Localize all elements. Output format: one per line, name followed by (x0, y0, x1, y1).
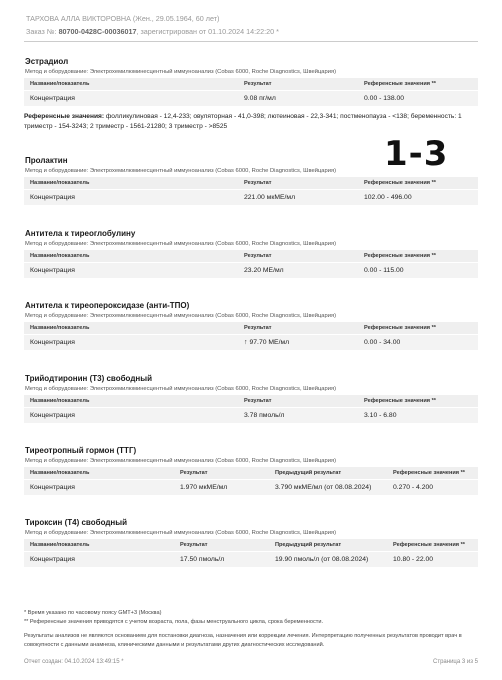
order-suffix: , зарегистрирован от 01.10.2024 14:22:20 * (136, 27, 279, 36)
row-result-cell (238, 335, 358, 351)
section-tsh (24, 446, 478, 495)
footer-bottom-line (24, 659, 478, 665)
row-reference: 0.270 - 4.200 (387, 480, 478, 496)
table-header-row (24, 539, 478, 552)
section-anti-tpo (24, 301, 478, 350)
order-line (26, 27, 279, 36)
row-result: 17.50 пмоль/л (174, 552, 269, 568)
result-table (24, 177, 478, 205)
col-reference-header: Референсные значения ** (387, 539, 478, 552)
section-anti-tg (24, 229, 478, 278)
row-result: 9.08 пг/мл (238, 91, 358, 107)
col-reference-header: Референсные значения ** (358, 177, 478, 190)
header-divider (24, 41, 478, 42)
row-result: 23.20 МЕ/мл (238, 263, 358, 279)
row-result: 1.970 мкМЕ/мл (174, 480, 269, 496)
col-reference-header: Референсные значения ** (358, 322, 478, 335)
col-reference-header: Референсные значения ** (358, 395, 478, 408)
row-reference: 0.00 - 138.00 (358, 91, 478, 107)
row-reference: 0.00 - 115.00 (358, 263, 478, 279)
section-method: Метод и оборудование: Электрохемилюминесцентный иммуноанализ (Cobas 6000, Roche Diagnostics, Швейцария) (25, 168, 337, 174)
handwritten-badge: 1-3 (384, 134, 449, 174)
footnote-time: * Время указано по часовому поясу GMT+3 (Москва) (24, 610, 162, 616)
section-title: Эстрадиол (25, 57, 69, 66)
row-name: Концентрация (24, 480, 174, 496)
section-title: Тироксин (Т4) свободный (25, 518, 128, 527)
order-number: 80700-0428С-00036017 (58, 27, 137, 36)
col-result-header: Результат (238, 395, 358, 408)
col-name-header: Название/показатель (24, 395, 238, 408)
table-header-row (24, 322, 478, 335)
col-result-header: Результат (238, 177, 358, 190)
table-row (24, 480, 478, 496)
section-title: Пролактин (25, 156, 68, 165)
col-name-header: Название/показатель (24, 250, 238, 263)
row-reference: 3.10 - 6.80 (358, 408, 478, 424)
col-previous-header: Предыдущий результат (269, 539, 387, 552)
col-name-header: Название/показатель (24, 467, 174, 480)
section-prolactin (24, 156, 478, 205)
section-t4-free (24, 518, 478, 567)
table-header-row (24, 177, 478, 190)
reference-note-text: фолликулиновая - 12,4-233; овуляторная - 41,0-398; лютеиновая - 22,3-341; постменопауза - <138; беременность: 1 триместр - 154-3243; 2 триместр - 1561-21280; 3 триместр - >8525 (24, 113, 462, 130)
col-previous-header: Предыдущий результат (269, 467, 387, 480)
col-reference-header: Референсные значения ** (387, 467, 478, 480)
result-table (24, 322, 478, 350)
col-result-header: Результат (174, 539, 269, 552)
col-result-header: Результат (174, 467, 269, 480)
footer-disclaimer: Результаты анализов не являются основанием для постановки диагноза, назначения или коррекции лечения. Интерпретацию полученных результатов проводит врач в совокупности с данными анамнеза, клиническими данными и результатами других диагностических исследований. (24, 633, 462, 648)
row-reference: 0.00 - 34.00 (358, 335, 478, 351)
table-row (24, 263, 478, 279)
row-result: 3.78 пмоль/л (238, 408, 358, 424)
table-row (24, 552, 478, 568)
footer-notes (24, 609, 478, 626)
section-estradiol (24, 57, 478, 106)
page-number: Страница 3 из 5 (433, 659, 478, 665)
col-name-header: Название/показатель (24, 177, 238, 190)
row-result: 97.70 МЕ/мл (249, 339, 290, 346)
section-method: Метод и оборудование: Электрохемилюминесцентный иммуноанализ (Cobas 6000, Roche Diagnostics, Швейцария) (25, 313, 337, 319)
table-header-row (24, 78, 478, 91)
section-method: Метод и оборудование: Электрохемилюминесцентный иммуноанализ (Cobas 6000, Roche Diagnostics, Швейцария) (25, 241, 337, 247)
section-method: Метод и оборудование: Электрохемилюминесцентный иммуноанализ (Cobas 6000, Roche Diagnostics, Швейцария) (25, 530, 337, 536)
col-result-header: Результат (238, 78, 358, 91)
col-name-header: Название/показатель (24, 539, 174, 552)
reference-note-label: Референсные значения: (24, 113, 105, 120)
order-prefix: Заказ №: (26, 27, 57, 36)
row-name: Концентрация (24, 263, 238, 279)
result-table (24, 467, 478, 495)
row-name: Концентрация (24, 552, 174, 568)
col-name-header: Название/показатель (24, 78, 238, 91)
row-name: Концентрация (24, 408, 238, 424)
row-previous: 3.790 мкМЕ/мл (от 08.08.2024) (269, 480, 387, 496)
row-name: Концентрация (24, 335, 238, 351)
col-result-header: Результат (238, 322, 358, 335)
section-method: Метод и оборудование: Электрохемилюминесцентный иммуноанализ (Cobas 6000, Roche Diagnostics, Швейцария) (25, 386, 337, 392)
table-row (24, 91, 478, 107)
row-result: 221.00 мкМЕ/мл (238, 190, 358, 206)
section-title: Антитела к тиреоглобулину (25, 229, 136, 238)
section-title: Трийодтиронин (Т3) свободный (25, 374, 152, 383)
table-row (24, 190, 478, 206)
row-previous: 19.90 пмоль/л (от 08.08.2024) (269, 552, 387, 568)
result-table (24, 78, 478, 106)
table-row (24, 335, 478, 351)
report-created: Отчет создан: 04.10.2024 13:49:15 * (24, 659, 124, 665)
patient-line: ТАРХОВА АЛЛА ВИКТОРОВНА (Жен., 29.05.1964, 60 лет) (26, 14, 220, 23)
row-name: Концентрация (24, 91, 238, 107)
section-method: Метод и оборудование: Электрохемилюминесцентный иммуноанализ (Cobas 6000, Roche Diagnostics, Швейцария) (25, 69, 337, 75)
row-reference: 10.80 - 22.00 (387, 552, 478, 568)
section-t3-free (24, 374, 478, 423)
footnote-reference: ** Референсные значения приводятся с учетом возраста, пола, фазы менструального цикла, срока беременности. (24, 618, 324, 625)
table-header-row (24, 467, 478, 480)
table-header-row (24, 250, 478, 263)
row-reference: 102.00 - 496.00 (358, 190, 478, 206)
result-table (24, 250, 478, 278)
section-method: Метод и оборудование: Электрохемилюминесцентный иммуноанализ (Cobas 6000, Roche Diagnostics, Швейцария) (25, 458, 337, 464)
col-reference-header: Референсные значения ** (358, 78, 478, 91)
table-row (24, 408, 478, 424)
table-header-row (24, 395, 478, 408)
section-title: Тиреотропный гормон (ТТГ) (25, 446, 137, 455)
section-title: Антитела к тиреопероксидазе (анти-ТПО) (25, 301, 190, 310)
col-reference-header: Референсные значения ** (358, 250, 478, 263)
result-table (24, 395, 478, 423)
col-result-header: Результат (238, 250, 358, 263)
result-table (24, 539, 478, 567)
arrow-up-icon: ↑ (244, 339, 248, 346)
row-name: Концентрация (24, 190, 238, 206)
col-name-header: Название/показатель (24, 322, 238, 335)
estradiol-reference-note (24, 112, 476, 132)
